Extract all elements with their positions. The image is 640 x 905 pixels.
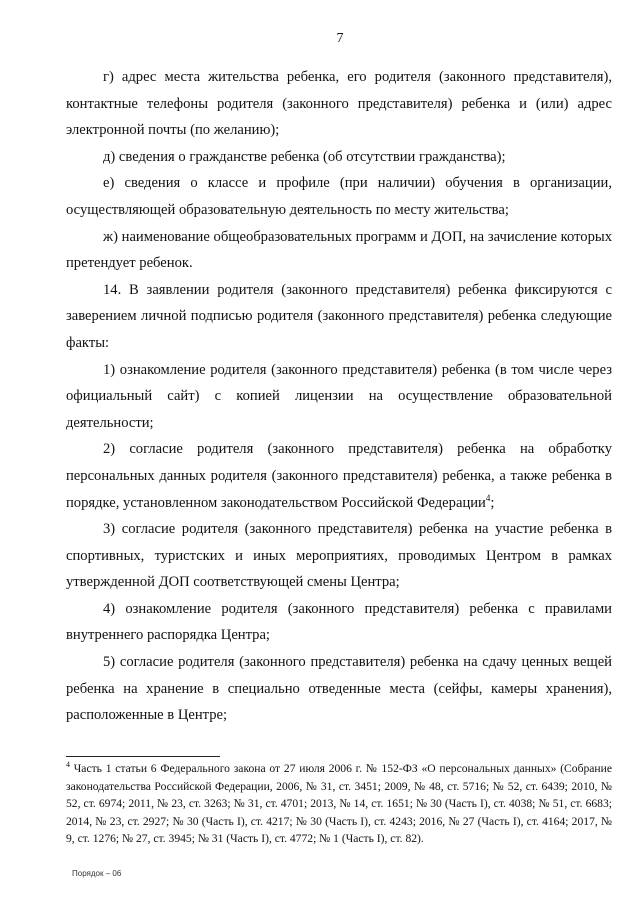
footnote-text-block: [66, 760, 612, 848]
page-number: 7: [336, 31, 344, 46]
footnote-text: Часть 1 статьи 6 Федерального закона от 27 июля 2006 г. № 152-ФЗ «О персональных данных» (Собрание законодательства Российской Федерации, 2006, № 31, ст. 3451; 2009, № 48, ст. 5716; № 52, ст. 6439; 2010, № 52, ст. 6974; 2011, № 23, ст. 3263; № 31, ст. 4701; 2013, № 14, ст. 1651; № 30 (Часть I), ст. 4038; № 51, ст. 6683; 2014, № 23, ст. 2927; № 30 (Часть I), ст. 4217; № 30 (Часть I), ст. 4243; 2016, № 27 (Часть I), ст. 4164; 2017, № 9, ст. 1276; № 27, ст. 3945; № 31 (Часть I), ст. 4772; № 1 (Часть I), ст. 82).: [66, 762, 612, 846]
paragraph-fact-2-tail: ;: [490, 494, 495, 511]
document-code: Порядок – 06: [72, 869, 122, 878]
footnote-separator: [66, 756, 220, 757]
footnote: [66, 760, 612, 848]
paragraph-fact-2-text: 2) согласие родителя (законного представителя) ребенка на обработку персональных данных родителя (законного представителя) ребенка, а также ребенка в порядке, установленном законодательством Российской Федерации: [66, 441, 612, 511]
paragraph-clause-14: 14. В заявлении родителя (законного представителя) ребенка фиксируются с заверением личной подписью родителя (законного представителя) ребенка следующие факты:: [66, 281, 612, 351]
paragraph-fact-2: [66, 436, 612, 516]
paragraph-fact-3: 3) согласие родителя (законного представителя) ребенка на участие ребенка в спортивных, туристских и иных мероприятиях, проводимых Центром в рамках утвержденной ДОП соответствующей смены Центра;: [66, 521, 612, 591]
paragraph-fact-1: 1) ознакомление родителя (законного представителя) ребенка (в том числе через официальный сайт) с копией лицензии на осуществление образовательной деятельности;: [66, 361, 612, 431]
paragraph-fact-5: 5) согласие родителя (законного представителя) ребенка на сдачу ценных вещей ребенка на хранение в специально отведенные места (сейфы, камеры хранения), расположенные в Центре;: [66, 654, 612, 724]
document-body: [66, 64, 612, 729]
paragraph-item-g: г) адрес места жительства ребенка, его родителя (законного представителя), контактные телефоны родителя (законного представителя) ребенка и (или) адрес электронной почты (по желанию);: [66, 69, 612, 139]
paragraph-item-d: д) сведения о гражданстве ребенка (об отсутствии гражданства);: [103, 148, 506, 165]
paragraph-item-zh: ж) наименование общеобразовательных программ и ДОП, на зачисление которых претендует ребенок.: [66, 228, 612, 272]
footnote-marker: 4: [66, 760, 70, 770]
paragraph-item-e: е) сведения о классе и профиле (при наличии) обучения в организации, осуществляющей образовательную деятельность по месту жительства;: [66, 175, 612, 218]
paragraph-fact-4: 4) ознакомление родителя (законного представителя) ребенка с правилами внутреннего распорядка Центра;: [66, 600, 612, 644]
footnote-reference: 4: [485, 492, 491, 503]
